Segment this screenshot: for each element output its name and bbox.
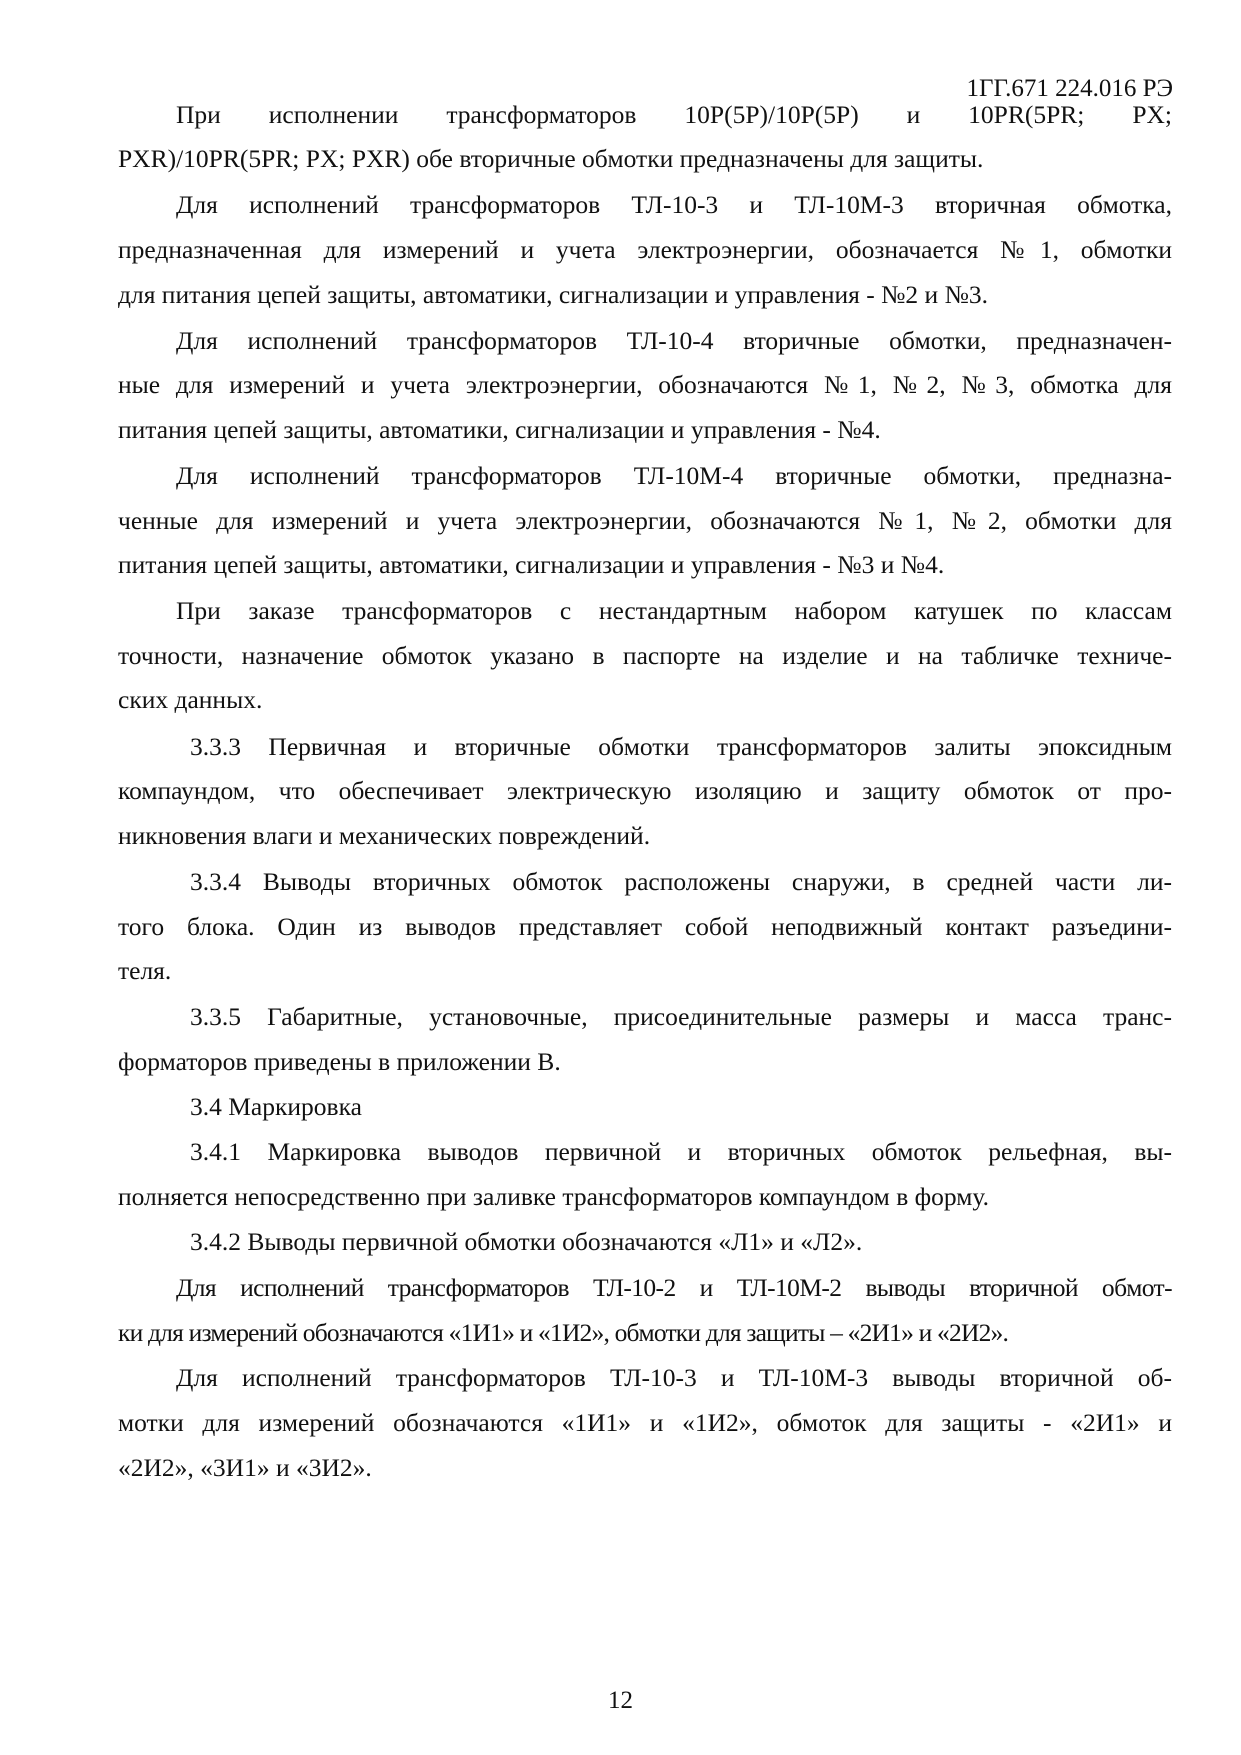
- paragraph-line: При заказе трансформаторов с нестандартным набором катушек по классам: [176, 596, 1172, 625]
- paragraph-line: мотки для измерений обозначаются «1И1» и «1И2», обмоток для защиты - «2И1» и: [118, 1408, 1172, 1437]
- document-code: 1ГГ.671 224.016 РЭ: [966, 75, 1173, 102]
- paragraph-line: компаундом, что обеспечивает электрическую изоляцию и защиту обмоток от про-: [118, 776, 1172, 805]
- paragraph-line: 3.4.1 Маркировка выводов первичной и вторичных обмоток рельефная, вы-: [190, 1137, 1172, 1166]
- page-number: 12: [608, 1687, 633, 1714]
- paragraph-line: теля.: [118, 956, 172, 985]
- paragraph-line: никновения влаги и механических повреждений.: [118, 821, 651, 850]
- paragraph-line: ских данных.: [118, 685, 263, 714]
- paragraph-line: «2И2», «3И1» и «3И2».: [118, 1453, 372, 1482]
- paragraph-line: ные для измерений и учета электроэнергии, обозначаются №1, №2, №3, обмотка для: [118, 370, 1172, 399]
- paragraph-line: того блока. Один из выводов представляет собой неподвижный контакт разъедини-: [118, 912, 1172, 941]
- paragraph-line: предназначенная для измерений и учета электроэнергии, обозначается №1, обмотки: [118, 235, 1172, 264]
- paragraph-line: ченные для измерений и учета электроэнергии, обозначаются №1, №2, обмотки для: [118, 506, 1172, 535]
- paragraph-line: для питания цепей защиты, автоматики, сигнализации и управления - №2 и №3.: [118, 280, 989, 309]
- section-heading: 3.4 Маркировка: [190, 1092, 362, 1121]
- paragraph-line: питания цепей защиты, автоматики, сигнализации и управления - №3 и №4.: [118, 550, 945, 579]
- paragraph-line: 3.3.5 Габаритные, установочные, присоединительные размеры и масса транс-: [190, 1002, 1172, 1031]
- paragraph-line: полняется непосредственно при заливке трансформаторов компаундом в форму.: [118, 1182, 989, 1211]
- paragraph-line: Для исполнений трансформаторов ТЛ-10-3 и ТЛ-10М-3 выводы вторичной об-: [176, 1363, 1172, 1392]
- paragraph-line: форматоров приведены в приложении В.: [118, 1047, 561, 1076]
- paragraph-line: 3.4.2 Выводы первичной обмотки обозначаются «Л1» и «Л2».: [190, 1227, 863, 1256]
- paragraph-line: точности, назначение обмоток указано в паспорте на изделие и на табличке техниче-: [118, 641, 1172, 670]
- paragraph-line: 3.3.4 Выводы вторичных обмоток расположены снаружи, в средней части ли-: [190, 867, 1172, 896]
- paragraph-line: 3.3.3 Первичная и вторичные обмотки трансформаторов залиты эпоксидным: [190, 732, 1172, 761]
- paragraph-line: Для исполнений трансформаторов ТЛ-10М-4 вторичные обмотки, предназна-: [176, 461, 1172, 490]
- paragraph-line: Для исполнений трансформаторов ТЛ-10-2 и ТЛ-10М-2 выводы вторичной обмот-: [176, 1273, 1172, 1302]
- paragraph-line: ки для измерений обозначаются «1И1» и «1И2», обмотки для защиты – «2И1» и «2И2».: [118, 1318, 1009, 1347]
- paragraph-line: При исполнении трансформаторов 10P(5P)/10P(5P) и 10PR(5PR; PX;: [176, 100, 1172, 129]
- paragraph-line: PXR)/10PR(5PR; PX; PXR) обе вторичные обмотки предназначены для защиты.: [118, 144, 984, 173]
- paragraph-line: Для исполнений трансформаторов ТЛ-10-4 вторичные обмотки, предназначен-: [176, 326, 1172, 355]
- paragraph-line: Для исполнений трансформаторов ТЛ-10-3 и ТЛ-10М-3 вторичная обмотка,: [176, 190, 1172, 219]
- paragraph-line: питания цепей защиты, автоматики, сигнализации и управления - №4.: [118, 415, 881, 444]
